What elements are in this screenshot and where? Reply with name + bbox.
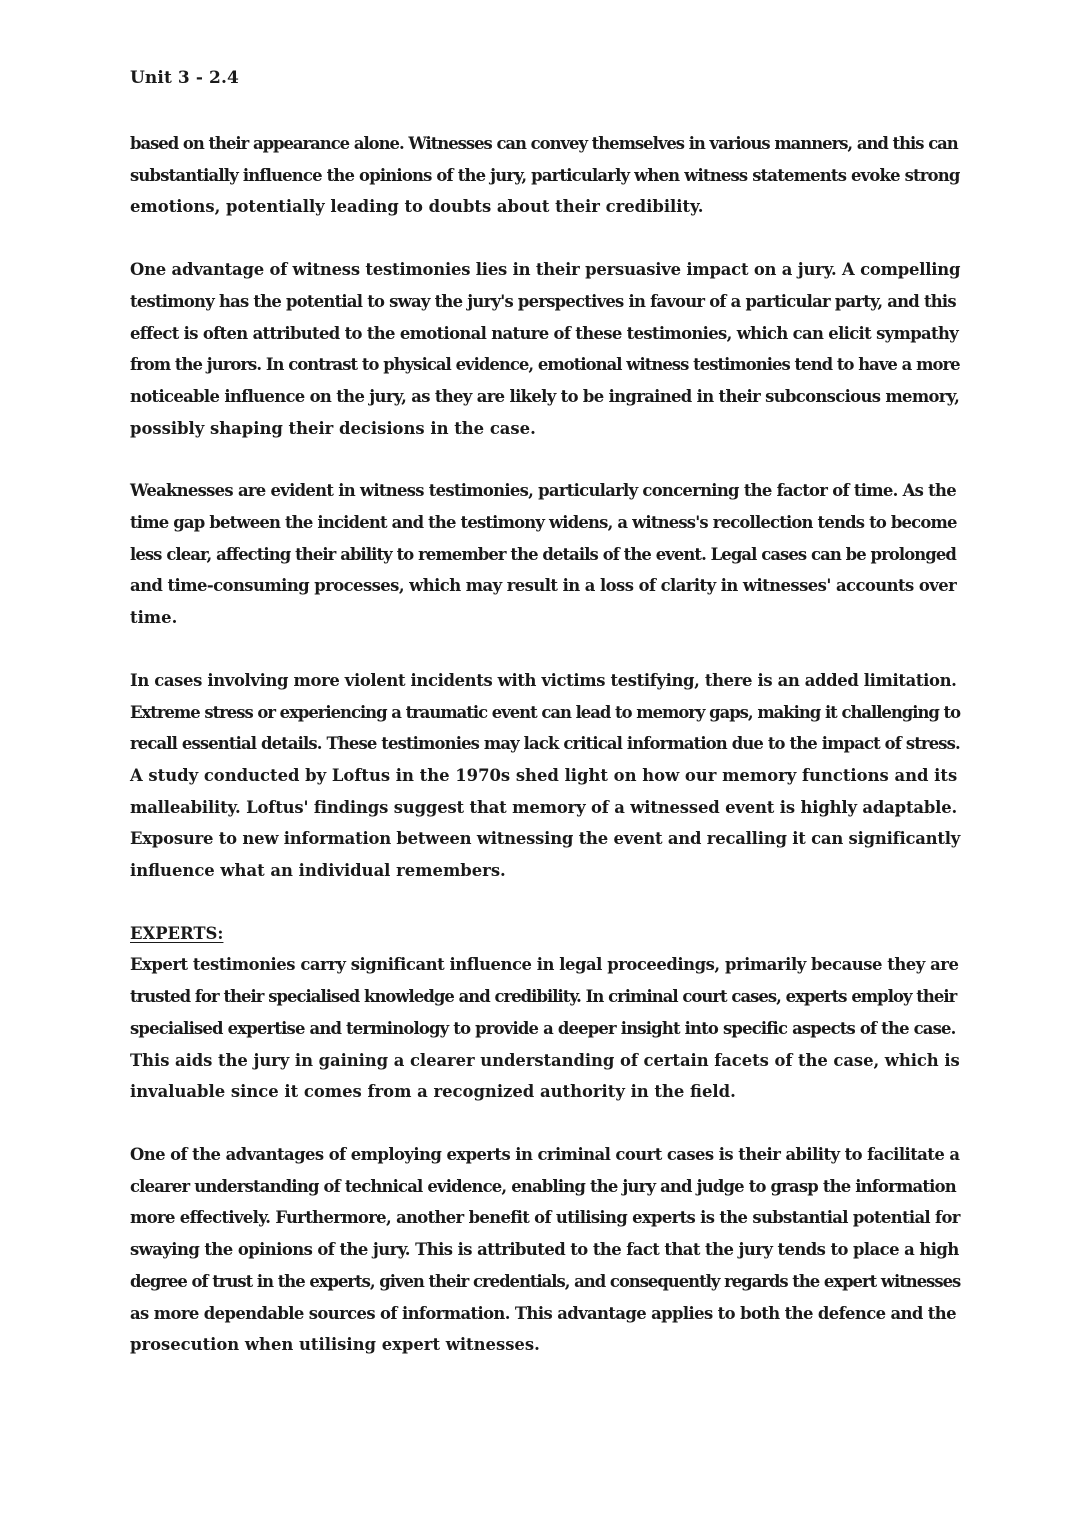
paragraph-line: substantially influence the opinions of the jury, particularly when witness statements evoke strong bbox=[130, 165, 960, 185]
paragraph-line: This aids the jury in gaining a clearer understanding of certain facets of the case, which is bbox=[130, 1050, 960, 1070]
paragraph-line: clearer understanding of technical evidence, enabling the jury and judge to grasp the information bbox=[130, 1176, 956, 1196]
paragraph-line: trusted for their specialised knowledge and credibility. In criminal court cases, experts employ their bbox=[130, 987, 957, 1007]
paragraph-line: influence what an individual remembers. bbox=[130, 861, 506, 881]
paragraph-line: specialised expertise and terminology to provide a deeper insight into specific aspects of the case. bbox=[130, 1018, 956, 1038]
paragraph-line: One of the advantages of employing experts in criminal court cases is their ability to facilitate a bbox=[130, 1144, 960, 1164]
paragraph-line: noticeable influence on the jury, as they are likely to be ingrained in their subconscious memory, bbox=[130, 386, 960, 406]
paragraph-line: as more dependable sources of information. This advantage applies to both the defence and the bbox=[130, 1303, 956, 1323]
paragraph-line: swaying the opinions of the jury. This is attributed to the fact that the jury tends to place a high bbox=[130, 1240, 959, 1260]
paragraph-line: possibly shaping their decisions in the case. bbox=[130, 418, 536, 438]
paragraph-line: testimony has the potential to sway the jury's perspectives in favour of a particular party, and this bbox=[130, 291, 956, 311]
paragraph-line: based on their appearance alone. Witnesses can convey themselves in various manners, and this can bbox=[130, 134, 958, 153]
page-header-title: Unit 3 - 2.4 bbox=[130, 68, 239, 88]
document-body bbox=[130, 128, 960, 1392]
paragraph-line: from the jurors. In contrast to physical evidence, emotional witness testimonies tend to have a more bbox=[130, 355, 960, 375]
paragraph-line: time. bbox=[130, 608, 178, 628]
paragraph-line: degree of trust in the experts, given their credentials, and consequently regards the expert witnesses bbox=[130, 1271, 961, 1291]
paragraph-line: Extreme stress or experiencing a traumatic event can lead to memory gaps, making it challenging to bbox=[130, 702, 961, 722]
paragraph-appearance bbox=[130, 128, 960, 223]
paragraph-line: invaluable since it comes from a recognized authority in the field. bbox=[130, 1082, 736, 1102]
paragraph-experts bbox=[130, 918, 960, 1108]
paragraph-line: recall essential details. These testimonies may lack critical information due to the impact of stress. bbox=[130, 734, 960, 754]
paragraph-expert-advantages bbox=[130, 1139, 960, 1361]
paragraph-line: A study conducted by Loftus in the 1970s shed light on how our memory functions and its bbox=[130, 765, 958, 785]
paragraph-line: less clear, affecting their ability to remember the details of the event. Legal cases can be prolonged bbox=[130, 544, 956, 564]
paragraph-line: Weaknesses are evident in witness testimonies, particularly concerning the factor of time. As the bbox=[130, 481, 956, 501]
section-heading-experts: EXPERTS: bbox=[130, 923, 224, 943]
paragraph-witness-advantage bbox=[130, 254, 960, 444]
paragraph-line: Expert testimonies carry significant influence in legal proceedings, primarily because they are bbox=[130, 955, 959, 975]
paragraph-line: effect is often attributed to the emotional nature of these testimonies, which can elicit sympathy bbox=[130, 323, 959, 343]
paragraph-line: more effectively. Furthermore, another benefit of utilising experts is the substantial potential for bbox=[130, 1208, 960, 1228]
paragraph-violent-incidents bbox=[130, 665, 960, 887]
paragraph-line: time gap between the incident and the testimony widens, a witness's recollection tends to become bbox=[130, 513, 957, 533]
paragraph-line: In cases involving more violent incidents with victims testifying, there is an added limitation. bbox=[130, 670, 957, 690]
paragraph-line: prosecution when utilising expert witnesses. bbox=[130, 1335, 540, 1355]
paragraph-line: and time-consuming processes, which may result in a loss of clarity in witnesses' accounts over bbox=[130, 576, 957, 596]
paragraph-witness-weakness bbox=[130, 475, 960, 634]
paragraph-line: One advantage of witness testimonies lies in their persuasive impact on a jury. A compelling bbox=[130, 260, 961, 280]
paragraph-line: Exposure to new information between witnessing the event and recalling it can significantly bbox=[130, 829, 961, 849]
paragraph-line: malleability. Loftus' findings suggest that memory of a witnessed event is highly adaptable. bbox=[130, 797, 958, 817]
paragraph-line: emotions, potentially leading to doubts about their credibility. bbox=[130, 197, 704, 217]
